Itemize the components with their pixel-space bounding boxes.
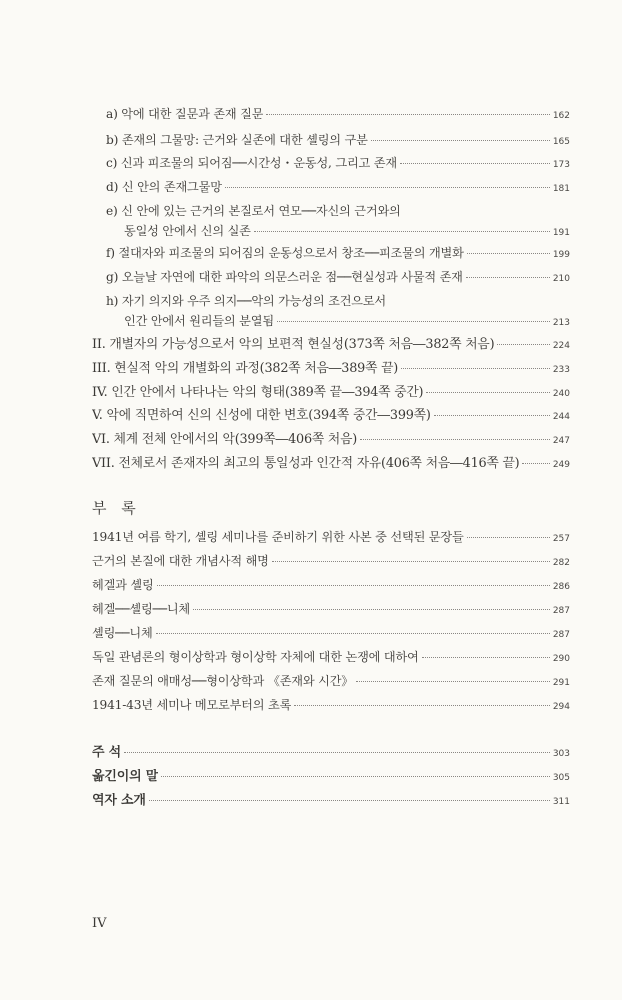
toc-page-number: 286 (552, 582, 570, 592)
toc-entry-title: 인간 안에서 원리들의 분열됨 (124, 314, 274, 328)
toc-entry-f[interactable] (106, 246, 570, 263)
toc-translator-bio[interactable] (92, 793, 570, 810)
toc-entry-title: 주 석 (92, 745, 122, 760)
toc-appendix-5[interactable] (92, 626, 570, 643)
toc-page-number: 162 (552, 111, 570, 121)
leader-dots (124, 752, 550, 753)
toc-entry-title: f) 절대자와 피조물의 되어짐의 운동성으로서 창조──피조물의 개별화 (106, 246, 464, 260)
toc-page-number: 311 (552, 797, 570, 807)
toc-entry-h[interactable] (124, 314, 570, 331)
toc-page-number: 247 (552, 436, 570, 446)
page-folio: IV (92, 916, 107, 931)
leader-dots (161, 776, 550, 777)
leader-dots (466, 277, 550, 278)
toc-entry-title: 셸링──니체 (92, 626, 153, 640)
toc-chapter-2[interactable] (92, 337, 570, 354)
toc-chapter-title: IV. 인간 안에서 나타나는 악의 형태(389쪽 끝―394쪽 중간) (92, 385, 424, 400)
toc-entry-title: 독일 관념론의 형이상학과 형이상학 자체에 대한 논쟁에 대하여 (92, 650, 419, 664)
toc-entry-title: 존재 질문의 애매성──형이상학과 《존재와 시간》 (92, 674, 354, 688)
toc-entry-e[interactable] (124, 224, 570, 241)
toc-chapter-4[interactable] (92, 385, 570, 402)
toc-entry-title: 헤겔──셸링──니체 (92, 602, 190, 616)
toc-page-number: 244 (552, 412, 570, 422)
appendix-heading: 부 록 (92, 499, 141, 517)
toc-page-number: 191 (552, 228, 570, 238)
leader-dots (497, 344, 549, 345)
toc-page-number: 303 (552, 749, 570, 759)
leader-dots (422, 657, 550, 658)
toc-page-number: 282 (552, 558, 570, 568)
toc-appendix-2[interactable] (92, 554, 570, 571)
toc-entry-title: 동일성 안에서 신의 실존 (124, 224, 251, 238)
toc-page-number: 210 (552, 274, 570, 284)
leader-dots (356, 681, 550, 682)
toc-page-number: 173 (552, 160, 570, 170)
leader-dots (156, 633, 550, 634)
leader-dots (225, 187, 550, 188)
toc-page-number: 257 (552, 534, 570, 544)
leader-dots (434, 415, 550, 416)
toc-chapter-3[interactable] (92, 361, 570, 378)
toc-entry-title: a) 악에 대한 질문과 존재 질문 (106, 107, 264, 121)
leader-dots (157, 585, 550, 586)
leader-dots (400, 163, 550, 164)
toc-chapter-title: III. 현실적 악의 개별화의 과정(382쪽 처음―389쪽 끝) (92, 361, 399, 376)
toc-entry-title: c) 신과 피조물의 되어짐──시간성・운동성, 그리고 존재 (106, 156, 397, 170)
leader-dots (371, 140, 550, 141)
toc-entry-d[interactable] (106, 180, 570, 197)
toc-chapter-title: V. 악에 직면하여 신의 신성에 대한 변호(394쪽 중간―399쪽) (92, 408, 431, 423)
leader-dots (467, 537, 550, 538)
toc-page-number: 290 (552, 654, 570, 664)
toc-entry-title: 헤겔과 셸링 (92, 578, 154, 592)
toc-page-number: 224 (552, 341, 570, 351)
toc-notes[interactable] (92, 745, 570, 762)
leader-dots (254, 231, 550, 232)
toc-page-number: 165 (552, 137, 570, 147)
toc-entry-title: 1941-43년 세미나 메모로부터의 초록 (92, 698, 292, 712)
toc-entry-title: g) 오늘날 자연에 대한 파악의 의문스러운 점──현실성과 사물적 존재 (106, 270, 463, 284)
toc-entry-e-line1[interactable]: e) 신 안에 있는 근거의 본질로서 연모──자신의 근거와의 (106, 204, 401, 218)
toc-appendix-6[interactable] (92, 650, 570, 667)
toc-appendix-7[interactable] (92, 674, 570, 691)
toc-entry-title: 옮긴이의 말 (92, 769, 159, 784)
toc-entry-c[interactable] (106, 156, 570, 173)
toc-entry-a[interactable] (106, 107, 570, 124)
leader-dots (149, 800, 550, 801)
toc-chapter-title: VI. 체계 전체 안에서의 악(399쪽―406쪽 처음) (92, 432, 358, 447)
toc-appendix-8[interactable] (92, 698, 570, 715)
toc-appendix-1[interactable] (92, 530, 570, 547)
leader-dots (360, 439, 550, 440)
toc-entry-h-line1[interactable]: h) 자기 의지와 우주 의지──악의 가능성의 조건으로서 (106, 294, 386, 308)
leader-dots (266, 114, 550, 115)
leader-dots (426, 392, 549, 393)
leader-dots (522, 463, 549, 464)
leader-dots (277, 321, 550, 322)
toc-appendix-4[interactable] (92, 602, 570, 619)
leader-dots (272, 561, 550, 562)
toc-page-number: 249 (552, 460, 570, 470)
leader-dots (467, 253, 550, 254)
toc-chapter-5[interactable] (92, 408, 570, 425)
toc-entry-title: b) 존재의 그물망: 근거와 실존에 대한 셸링의 구분 (106, 133, 368, 147)
toc-chapter-6[interactable] (92, 432, 570, 449)
toc-translator-afterword[interactable] (92, 769, 570, 786)
toc-page-number: 287 (552, 606, 570, 616)
toc-page-number: 181 (552, 184, 570, 194)
leader-dots (401, 368, 550, 369)
toc-entry-title: 1941년 여름 학기, 셸링 세미나를 준비하기 위한 사본 중 선택된 문장들 (92, 530, 464, 544)
toc-chapter-title: VII. 전체로서 존재자의 최고의 통일성과 인간적 자유(406쪽 처음―416쪽 끝) (92, 456, 520, 471)
toc-entry-title: 역자 소개 (92, 793, 146, 808)
toc-entry-g[interactable] (106, 270, 570, 287)
toc-chapter-title: II. 개별자의 가능성으로서 악의 보편적 현실성(373쪽 처음―382쪽 처음) (92, 337, 495, 352)
toc-page-number: 240 (552, 389, 570, 399)
toc-entry-title: d) 신 안의 존재그물망 (106, 180, 222, 194)
toc-chapter-7[interactable] (92, 456, 570, 473)
leader-dots (294, 705, 550, 706)
toc-page-number: 294 (552, 702, 570, 712)
toc-page-number: 213 (552, 318, 570, 328)
toc-appendix-3[interactable] (92, 578, 570, 595)
toc-entry-title: 근거의 본질에 대한 개념사적 해명 (92, 554, 269, 568)
toc-entry-b[interactable] (106, 133, 570, 150)
toc-page-number: 199 (552, 250, 570, 260)
toc-page-number: 287 (552, 630, 570, 640)
leader-dots (193, 609, 550, 610)
toc-page-number: 305 (552, 773, 570, 783)
toc-page-number: 233 (552, 365, 570, 375)
toc-page-number: 291 (552, 678, 570, 688)
